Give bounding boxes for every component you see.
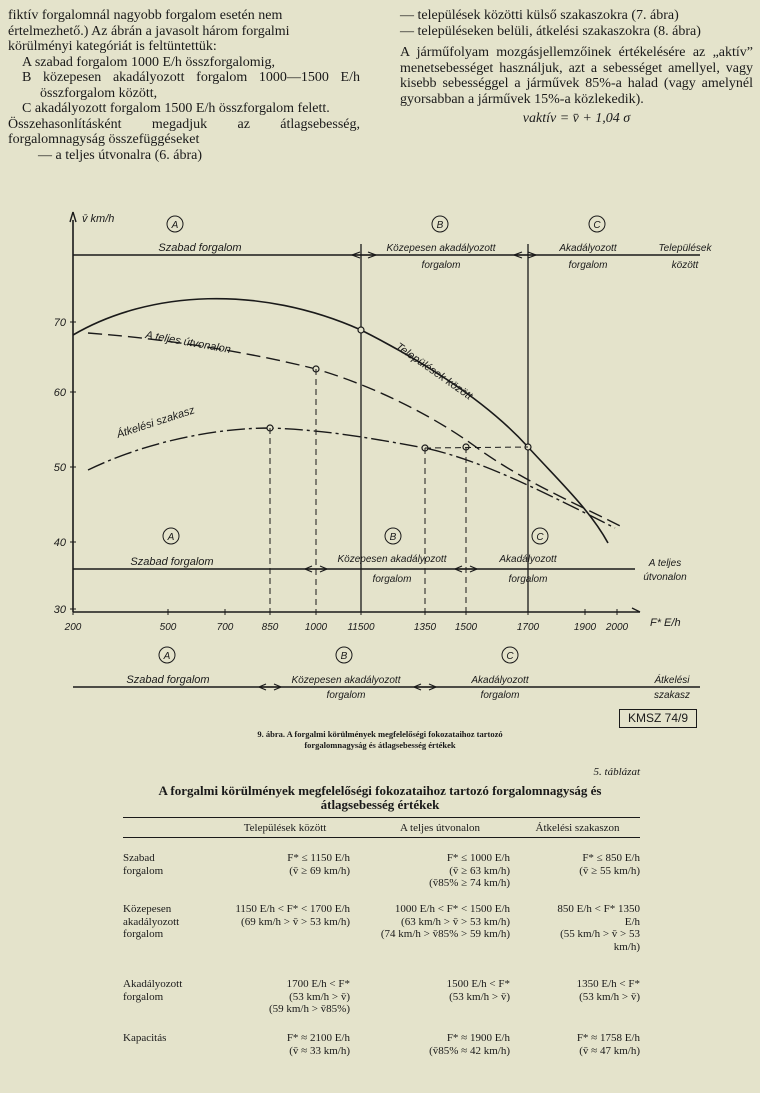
top-band-c-label2: forgalom: [568, 260, 608, 271]
curve-label-atkelesi: Átkelési szakasz: [115, 404, 197, 441]
table-cell-line: km/h): [613, 940, 640, 953]
table-cell-line: (53 km/h > v̄): [579, 990, 640, 1003]
mid-band-c-label: Akadályozott: [499, 554, 557, 565]
text-line: körülményi kategóriát is feltüntettük:: [8, 39, 217, 54]
x-tick-label: 500: [159, 622, 177, 633]
x-tick-label: 1900: [573, 622, 597, 633]
band-letter-c: C: [506, 651, 514, 662]
table-title: [118, 784, 642, 812]
table-cell-line: (v̄85% ≥ 74 km/h): [429, 877, 510, 889]
bottom-band-c-label: Akadályozott: [471, 675, 529, 686]
category-a-item: A szabad forgalom 1000 E/h összforgalomig,: [22, 54, 275, 70]
text-line: fiktív forgalomnál nagyobb forgalom esetén nem: [8, 8, 283, 23]
table-cell-line: (55 km/h > v̄ > 53: [560, 928, 640, 940]
top-band-b-label: Közepesen akadályozott: [386, 243, 496, 254]
curve-teljes: [88, 333, 624, 528]
formula: vaktív = v̄ + 1,04 σ: [522, 111, 631, 126]
category-c-item: C akadályozott forgalom 1500 E/h összforgalom felett.: [22, 101, 330, 116]
text-line: értelmezhető.) Az ábrán a javasolt három forgalmi: [8, 23, 290, 39]
curve-label-teljes: A teljes útvonalon: [144, 329, 232, 356]
y-axis-label: v̄ km/h: [82, 213, 115, 225]
table-cell-line: (v̄ ≥ 55 km/h): [579, 864, 640, 877]
table-rule: [123, 837, 640, 838]
band-letter-b: B: [389, 532, 397, 543]
table-cell: [360, 1032, 510, 1057]
table-cell: [360, 978, 510, 1003]
table-header: A teljes útvonalon: [399, 822, 481, 834]
mid-band-end-label2: útvonalon: [643, 572, 687, 583]
table-cell: [200, 903, 350, 928]
table-number: 5. táblázat: [593, 766, 640, 778]
table-cell-line: Szabad: [123, 852, 155, 864]
dash-item: — települések közötti külső szakaszokra (7. ábra): [400, 8, 679, 23]
mid-band-end-label: A teljes: [648, 558, 682, 569]
mid-band-a-label: Szabad forgalom: [130, 556, 214, 568]
top-band-end-label2: között: [671, 260, 699, 271]
table-cell-line: 1350 E/h < F*: [576, 978, 640, 990]
bottom-band-c-label2: forgalom: [480, 690, 520, 701]
top-band-end-label: Települések: [658, 243, 712, 254]
bottom-band-a-label: Szabad forgalom: [126, 674, 210, 686]
bottom-band-end-label2: szakasz: [653, 690, 691, 701]
y-tick-label: 50: [53, 462, 66, 474]
table-cell-line: E/h: [624, 915, 640, 928]
caption-line: forgalomnagyság és átlagsebesség értékek: [304, 740, 456, 750]
table-cell: [200, 978, 350, 1016]
y-tick-label: 70: [53, 317, 66, 329]
table-cell-line: 1000 E/h < F* < 1500 E/h: [394, 903, 510, 915]
mid-band-b-label2: forgalom: [372, 574, 412, 585]
bottom-band-b-label2: forgalom: [326, 690, 366, 701]
table-cell-line: F* ≤ 850 E/h: [582, 852, 640, 864]
table-header: Települések között: [243, 822, 327, 834]
top-band-a-label: Szabad forgalom: [158, 242, 242, 254]
table-cell-line: forgalom: [123, 864, 164, 877]
table-cell-line: Kapacitás: [123, 1032, 167, 1044]
table-cell-line: 850 E/h < F* 1350: [557, 903, 640, 915]
x-tick-label: 700: [216, 622, 234, 633]
x-tick-label: 1350: [413, 622, 437, 633]
top-band-b-label2: forgalom: [421, 260, 461, 271]
x-tick-label: 2000: [605, 622, 629, 633]
x-tick-label: 850: [261, 622, 279, 633]
table-cell-line: (v̄ ≥ 69 km/h): [289, 864, 350, 877]
table-cell-line: Akadályozott: [123, 978, 183, 990]
x-axis-label: F* E/h: [650, 617, 681, 629]
band-letter-a: A: [163, 651, 171, 662]
x-tick-label: 200: [64, 622, 82, 633]
table-cell-line: (53 km/h > v̄): [449, 990, 510, 1003]
table-cell-line: forgalom: [123, 990, 164, 1003]
table-cell-line: F* ≤ 1000 E/h: [446, 852, 510, 864]
table-cell: [360, 903, 510, 941]
table-cell-line: 1700 E/h < F*: [286, 978, 350, 990]
table-cell-line: akadályozott: [123, 915, 180, 928]
table-title-line: átlagsebesség értékek: [320, 797, 440, 812]
table-cell: [200, 852, 350, 877]
table-cell-line: F* ≈ 1758 E/h: [576, 1032, 640, 1044]
table-header: Átkelési szakaszon: [535, 822, 620, 834]
table-cell-line: 1150 E/h < F* < 1700 E/h: [235, 903, 350, 915]
band-letter-c: C: [536, 532, 544, 543]
curve-label-telepulesek: Települések között: [393, 340, 475, 403]
band-letter-b: B: [340, 651, 348, 662]
table-rule: [123, 817, 640, 818]
figure-stamp: KMSZ 74/9: [619, 709, 697, 728]
table-title-line: A forgalmi körülmények megfelelőségi fokozataihoz tartozó forgalomnagyság és: [158, 783, 602, 798]
text-line: Összehasonlításként megadjuk az átlagsebesség, forgalomnagyság összefüggéseket: [8, 116, 360, 147]
table-cell-line: F* ≤ 1150 E/h: [287, 852, 350, 864]
table-cell: [505, 852, 640, 877]
dash-item: — a teljes útvonalra (6. ábra): [38, 147, 203, 163]
table-cell-line: (59 km/h > v̄85%): [268, 1003, 350, 1015]
table-cell-line: 1500 E/h < F*: [446, 978, 510, 990]
x-tick-label: 11500: [347, 622, 375, 633]
y-tick-label: 30: [53, 604, 66, 616]
y-tick-label: 40: [53, 537, 66, 549]
table-cell-line: (69 km/h > v̄ > 53 km/h): [241, 915, 350, 928]
table-cell-line: Közepesen: [123, 903, 172, 915]
table-cell: [200, 1032, 350, 1057]
band-letter-b: B: [436, 220, 444, 231]
x-tick-label: 1700: [516, 622, 540, 633]
table-cell-line: (v̄ ≈ 33 km/h): [289, 1044, 350, 1057]
table-cell-line: (v̄85% ≈ 42 km/h): [429, 1044, 510, 1057]
table-cell: [505, 1032, 640, 1057]
bottom-band-end-label: Átkelési: [654, 675, 690, 686]
y-tick-label: 60: [53, 387, 66, 399]
bottom-band-b-label: Közepesen akadályozott: [291, 675, 401, 686]
x-tick-label: 1000: [304, 622, 328, 633]
table-cell-line: (74 km/h > v̄85% > 59 km/h): [380, 928, 510, 940]
table-cell-line: F* ≈ 2100 E/h: [286, 1032, 350, 1044]
paragraph: A járműfolyam mozgásjellemzőinek értékelésére az „aktív” menetsebességet használjuk, azt a sebességet amellyel, vagy kisebb sebességgel a járművek 85%-a halad (vagy amelynél gyorsabban a járművek 15%-a közlekedik).: [400, 45, 753, 107]
band-letter-a: A: [171, 220, 179, 231]
table-cell-line: F* ≈ 1900 E/h: [446, 1032, 510, 1044]
band-letter-a: A: [167, 532, 175, 543]
mid-band-c-label2: forgalom: [508, 574, 548, 585]
band-letter-c: C: [593, 220, 601, 231]
figure-caption: [0, 729, 760, 751]
curve-atkelesi: [88, 428, 615, 528]
mid-band-b-label: Közepesen akadályozott: [337, 554, 447, 565]
dash-item: — településeken belüli, átkelési szakaszokra (8. ábra): [400, 23, 701, 39]
table-cell: [360, 852, 510, 890]
category-b-item: B közepesen akadályozott forgalom 1000—1500 E/h összforgalom között,: [22, 70, 360, 101]
table-cell: [505, 978, 640, 1003]
table-cell-line: (63 km/h > v̄ > 53 km/h): [401, 915, 510, 928]
table-cell: [505, 903, 640, 953]
table-cell-line: forgalom: [123, 928, 164, 940]
top-band-c-label: Akadályozott: [559, 243, 617, 254]
table-cell-line: (v̄ ≈ 47 km/h): [579, 1044, 640, 1057]
table-cell-line: (v̄ ≥ 63 km/h): [449, 864, 510, 877]
caption-line: 9. ábra. A forgalmi körülmények megfelelőségi fokozataihoz tartozó: [257, 729, 503, 739]
table-cell-line: (53 km/h > v̄): [289, 990, 350, 1003]
x-tick-label: 1500: [454, 622, 478, 633]
